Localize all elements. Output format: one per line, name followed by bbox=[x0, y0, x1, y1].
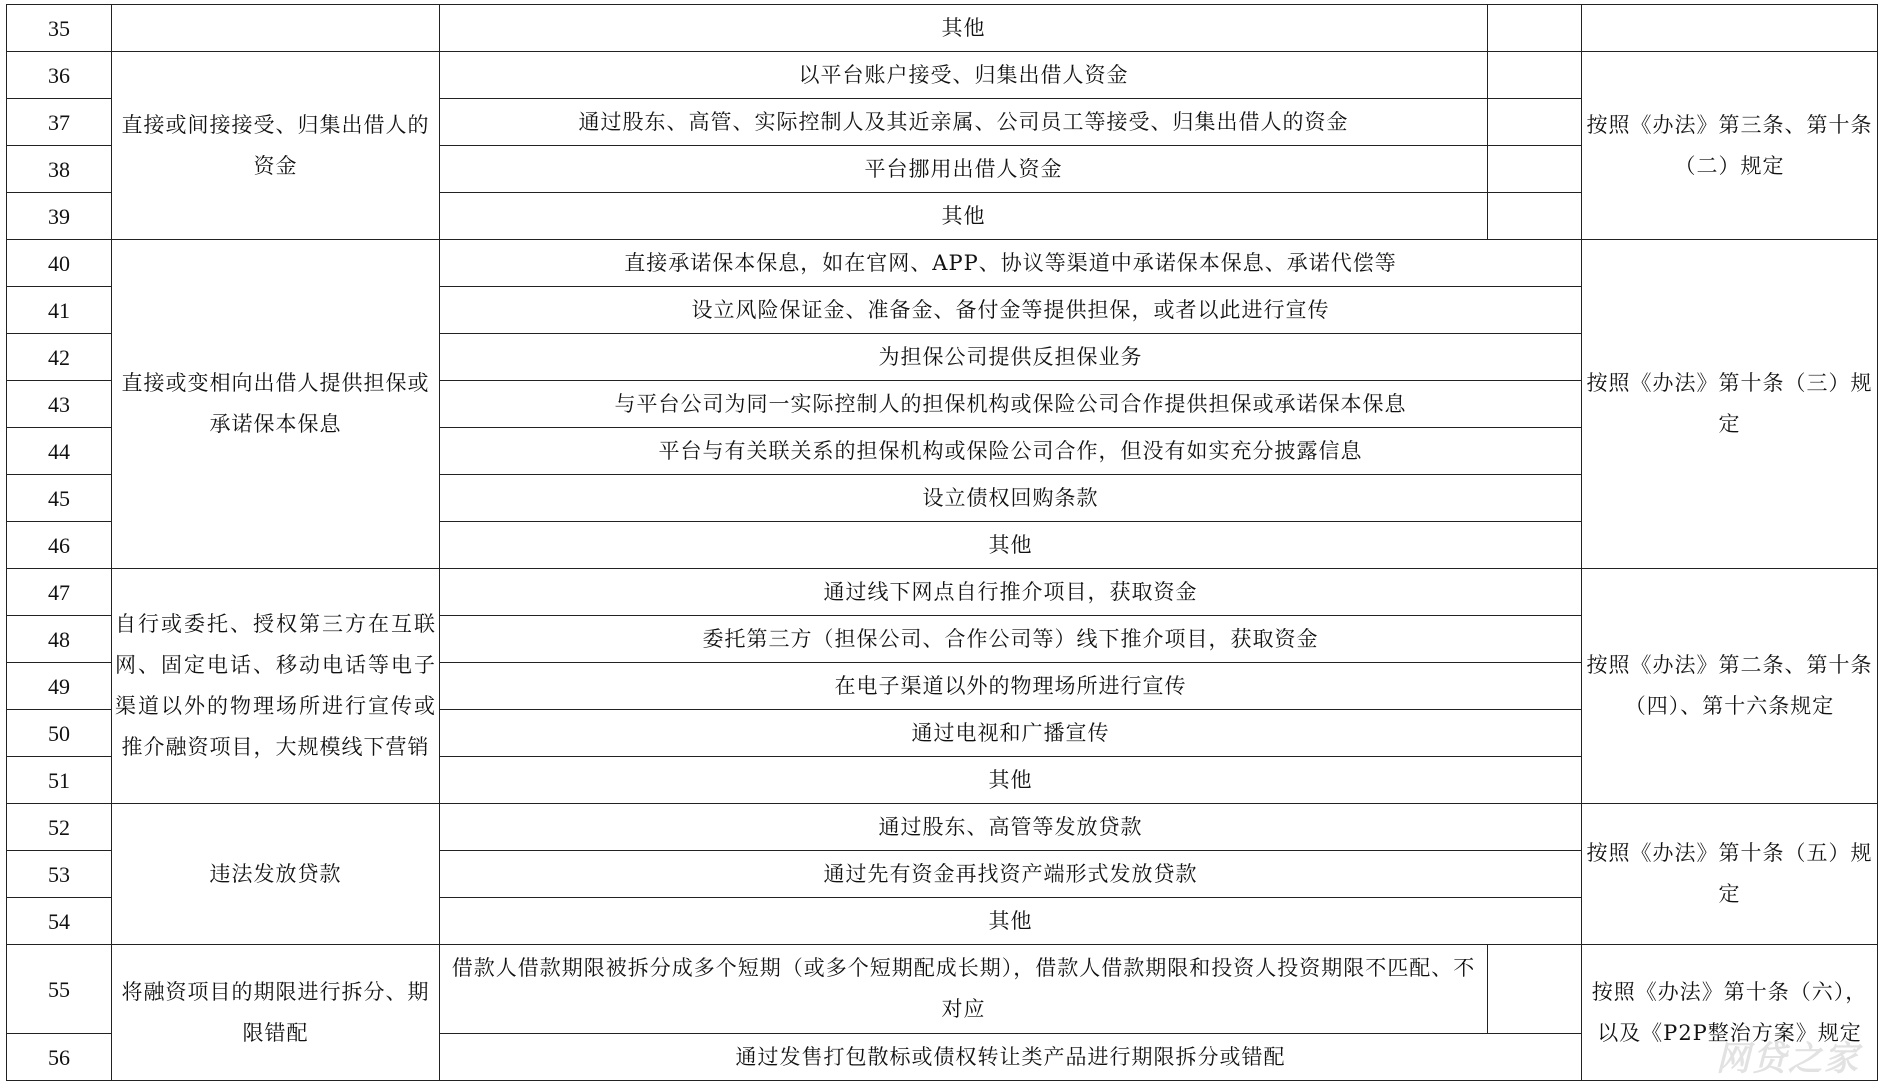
row-number: 50 bbox=[7, 710, 112, 757]
row-number: 48 bbox=[7, 616, 112, 663]
basis-cell: 按照《办法》第三条、第十条（二）规定 bbox=[1582, 52, 1878, 240]
row-number: 51 bbox=[7, 757, 112, 804]
row-number: 39 bbox=[7, 193, 112, 240]
blank-cell bbox=[1488, 52, 1582, 99]
item-cell: 其他 bbox=[440, 757, 1582, 804]
item-cell: 其他 bbox=[440, 193, 1488, 240]
basis-cell: 按照《办法》第十条（三）规定 bbox=[1582, 240, 1878, 569]
category-cell: 自行或委托、授权第三方在互联网、固定电话、移动电话等电子渠道以外的物理场所进行宣传或推介融资项目，大规模线下营销 bbox=[112, 569, 440, 804]
blank-cell bbox=[1488, 945, 1582, 1034]
basis-cell: 按照《办法》第十条（五）规定 bbox=[1582, 804, 1878, 945]
blank-cell bbox=[1488, 99, 1582, 146]
table-row bbox=[7, 804, 1878, 851]
category-cell bbox=[112, 5, 440, 52]
row-number: 42 bbox=[7, 334, 112, 381]
row-number: 53 bbox=[7, 851, 112, 898]
row-number: 36 bbox=[7, 52, 112, 99]
row-number: 37 bbox=[7, 99, 112, 146]
item-cell: 平台与有关联关系的担保机构或保险公司合作，但没有如实充分披露信息 bbox=[440, 428, 1582, 475]
item-cell: 为担保公司提供反担保业务 bbox=[440, 334, 1582, 381]
row-number: 46 bbox=[7, 522, 112, 569]
item-cell: 通过股东、高管等发放贷款 bbox=[440, 804, 1582, 851]
category-cell: 将融资项目的期限进行拆分、期限错配 bbox=[112, 945, 440, 1081]
item-cell: 其他 bbox=[440, 522, 1582, 569]
item-cell: 与平台公司为同一实际控制人的担保机构或保险公司合作提供担保或承诺保本保息 bbox=[440, 381, 1582, 428]
row-number: 44 bbox=[7, 428, 112, 475]
basis-cell: 按照《办法》第十条（六），以及《P2P整治方案》规定 bbox=[1582, 945, 1878, 1081]
item-cell: 平台挪用出借人资金 bbox=[440, 146, 1488, 193]
row-number: 55 bbox=[7, 945, 112, 1034]
item-cell: 通过先有资金再找资产端形式发放贷款 bbox=[440, 851, 1582, 898]
item-cell: 设立风险保证金、准备金、备付金等提供担保，或者以此进行宣传 bbox=[440, 287, 1582, 334]
blank-cell bbox=[1488, 5, 1582, 52]
row-number: 47 bbox=[7, 569, 112, 616]
item-cell: 通过电视和广播宣传 bbox=[440, 710, 1582, 757]
blank-cell bbox=[1488, 146, 1582, 193]
watermark: 网贷之家 bbox=[1716, 1039, 1860, 1079]
row-number: 43 bbox=[7, 381, 112, 428]
item-cell: 在电子渠道以外的物理场所进行宣传 bbox=[440, 663, 1582, 710]
item-cell: 通过股东、高管、实际控制人及其近亲属、公司员工等接受、归集出借人的资金 bbox=[440, 99, 1488, 146]
row-number: 52 bbox=[7, 804, 112, 851]
item-cell: 通过发售打包散标或债权转让类产品进行期限拆分或错配 bbox=[440, 1034, 1582, 1081]
table-row bbox=[7, 240, 1878, 287]
row-number: 40 bbox=[7, 240, 112, 287]
row-number: 54 bbox=[7, 898, 112, 945]
category-cell: 直接或变相向出借人提供担保或承诺保本保息 bbox=[112, 240, 440, 569]
item-cell: 通过线下网点自行推介项目，获取资金 bbox=[440, 569, 1582, 616]
row-number: 49 bbox=[7, 663, 112, 710]
item-cell: 以平台账户接受、归集出借人资金 bbox=[440, 52, 1488, 99]
basis-cell bbox=[1582, 5, 1878, 52]
table-row bbox=[7, 945, 1878, 1034]
basis-cell: 按照《办法》第二条、第十条（四）、第十六条规定 bbox=[1582, 569, 1878, 804]
row-number: 38 bbox=[7, 146, 112, 193]
table-row bbox=[7, 569, 1878, 616]
category-cell: 直接或间接接受、归集出借人的资金 bbox=[112, 52, 440, 240]
row-number: 56 bbox=[7, 1034, 112, 1081]
item-cell: 设立债权回购条款 bbox=[440, 475, 1582, 522]
table-row bbox=[7, 5, 1878, 52]
item-cell: 直接承诺保本保息，如在官网、APP、协议等渠道中承诺保本保息、承诺代偿等 bbox=[440, 240, 1582, 287]
table-row bbox=[7, 52, 1878, 99]
item-cell: 借款人借款期限被拆分成多个短期（或多个短期配成长期），借款人借款期限和投资人投资期限不匹配、不对应 bbox=[440, 945, 1488, 1034]
item-cell: 其他 bbox=[440, 5, 1488, 52]
row-number: 35 bbox=[7, 5, 112, 52]
blank-cell bbox=[1488, 193, 1582, 240]
category-cell: 违法发放贷款 bbox=[112, 804, 440, 945]
row-number: 45 bbox=[7, 475, 112, 522]
item-cell: 委托第三方（担保公司、合作公司等）线下推介项目，获取资金 bbox=[440, 616, 1582, 663]
row-number: 41 bbox=[7, 287, 112, 334]
regulation-table bbox=[6, 4, 1878, 1081]
item-cell: 其他 bbox=[440, 898, 1582, 945]
